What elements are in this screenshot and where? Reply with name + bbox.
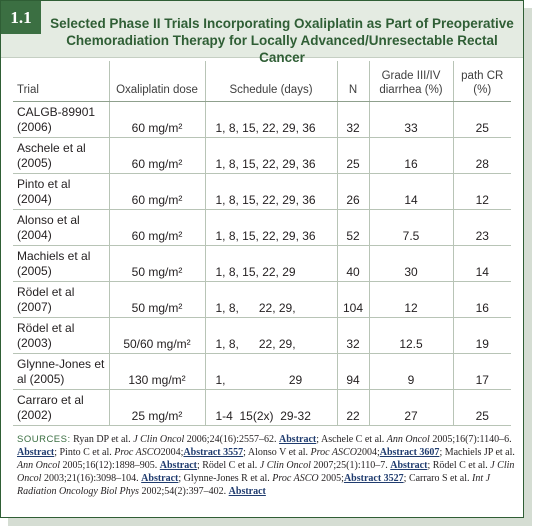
table-header-row	[13, 61, 511, 102]
cell-diarrhea: 9	[369, 354, 453, 390]
cell-diarrhea: 16	[369, 138, 453, 174]
col-header-diarrhea: Grade III/IV diarrhea (%)	[369, 61, 453, 102]
cell-pcr: 25	[453, 390, 511, 426]
frame-shadow-bottom	[8, 518, 532, 526]
cell-trial: CALGB-89901 (2006)	[13, 102, 109, 138]
abstract-link[interactable]: Abstract	[159, 460, 197, 471]
col-header-n: N	[337, 61, 369, 102]
cell-schedule: 1, 8, 15, 22, 29, 36	[205, 138, 337, 174]
abstract-link[interactable]: Abstract	[17, 447, 55, 458]
journal-name: Proc ASCO	[272, 473, 319, 484]
table-row	[13, 210, 511, 246]
cell-dose: 50/60 mg/m²	[109, 318, 205, 354]
cell-pcr: 23	[453, 210, 511, 246]
table-row	[13, 138, 511, 174]
journal-name: Proc ASCO	[310, 447, 357, 458]
table-row	[13, 354, 511, 390]
source-text: Ryan DP et al.	[73, 434, 131, 445]
table-row	[13, 174, 511, 210]
cell-trial: Rödel et al (2003)	[13, 318, 109, 354]
journal-name: Proc ASCO	[114, 447, 161, 458]
table-number-badge: 1.1	[1, 1, 41, 34]
source-text: 2005;16(7):1140–6.	[432, 434, 512, 445]
cell-schedule: 1, 8, 15, 22, 29, 36	[205, 174, 337, 210]
source-text: Machiels JP et al.	[444, 447, 515, 458]
abstract-link-3527[interactable]: Abstract 3527	[343, 473, 404, 484]
source-text: Rödel C et al.	[202, 460, 258, 471]
cell-n: 32	[337, 102, 369, 138]
source-text: 2003;21(16):3098–104.	[43, 473, 139, 484]
cell-trial: Carraro et al (2002)	[13, 390, 109, 426]
cell-schedule: 1, 8, 15, 22, 29	[205, 246, 337, 282]
cell-pcr: 25	[453, 102, 511, 138]
cell-trial: Glynne-Jones et al (2005)	[13, 354, 109, 390]
cell-schedule: 1, 29	[205, 354, 337, 390]
abstract-link-3607[interactable]: Abstract 3607	[379, 447, 440, 458]
cell-schedule: 1-4 15(2x) 29-32	[205, 390, 337, 426]
source-text: Pinto C et al.	[59, 447, 112, 458]
cell-n: 94	[337, 354, 369, 390]
journal-name: J Clin Oncol	[17, 460, 515, 484]
cell-pcr: 28	[453, 138, 511, 174]
table-title: Selected Phase II Trials Incorporating Oxaliplatin as Part of Preoperative Chemoradiation Therapy for Locally Advanced/Unresectable Rectal Cancer	[50, 16, 514, 65]
cell-n: 52	[337, 210, 369, 246]
source-text: 2004;	[356, 447, 380, 458]
cell-schedule: 1, 8, 22, 29,	[205, 318, 337, 354]
frame-shadow-right	[524, 8, 532, 526]
trials-table	[13, 61, 511, 426]
journal-name: J Clin Oncol	[133, 434, 185, 445]
source-text: Rödel C et al.	[432, 460, 488, 471]
cell-pcr: 12	[453, 174, 511, 210]
journal-name: Ann Oncol	[17, 460, 61, 471]
col-header-pcr: path CR (%)	[453, 61, 511, 102]
cell-diarrhea: 33	[369, 102, 453, 138]
cell-pcr: 16	[453, 282, 511, 318]
cell-dose: 60 mg/m²	[109, 174, 205, 210]
cell-dose: 25 mg/m²	[109, 390, 205, 426]
col-header-trial: Trial	[13, 61, 109, 102]
cell-diarrhea: 12.5	[369, 318, 453, 354]
abstract-link-3557[interactable]: Abstract 3557	[183, 447, 244, 458]
col-header-schedule: Schedule (days)	[205, 61, 337, 102]
cell-trial: Machiels et al (2005)	[13, 246, 109, 282]
sources-label: SOURCES:	[17, 434, 71, 445]
cell-schedule: 1, 8, 15, 22, 29, 36	[205, 210, 337, 246]
abstract-link[interactable]: Abstract	[141, 473, 179, 484]
cell-diarrhea: 30	[369, 246, 453, 282]
cell-dose: 60 mg/m²	[109, 102, 205, 138]
source-text: 2002;54(2):397–402.	[141, 486, 227, 497]
sources-footnote: SOURCES: Ryan DP et al. J Clin Oncol 2006;24(16):2557–62. Abstract; Aschele C et al. Ann Oncol 2005;16(7):1140–6. Abstract; Pinto C et al. Proc ASCO2004;Abstract 3557; Alonso V et al. Proc ASCO2004;Abstract 3607; Machiels JP et al. Ann Oncol 2005;16(12):1898–905. Abstract; Rödel C et al. J Clin Oncol 2007;25(1):110–7. Abstract; Rödel C et al. J Clin Oncol 2003;21(16):3098–104. Abstract; Glynne-Jones R et al. Proc ASCO 2005;Abstract 3527; Carraro S et al. Int J Radiation Oncology Biol Phys 2002;54(2):397–402. Abstract	[17, 434, 515, 497]
data-table-container	[13, 61, 511, 426]
cell-pcr: 14	[453, 246, 511, 282]
source-text: 2007;25(1):110–7.	[313, 460, 388, 471]
journal-name: Ann Oncol	[386, 434, 430, 445]
cell-n: 22	[337, 390, 369, 426]
cell-trial: Rödel et al (2007)	[13, 282, 109, 318]
journal-name: J Clin Oncol	[259, 460, 311, 471]
source-text: 2004;	[160, 447, 184, 458]
cell-pcr: 19	[453, 318, 511, 354]
cell-schedule: 1, 8, 22, 29,	[205, 282, 337, 318]
cell-trial: Alonso et al (2004)	[13, 210, 109, 246]
cell-dose: 60 mg/m²	[109, 138, 205, 174]
table-header-band	[1, 1, 523, 65]
table-row	[13, 390, 511, 426]
cell-dose: 130 mg/m²	[109, 354, 205, 390]
table-row	[13, 318, 511, 354]
cell-dose: 60 mg/m²	[109, 210, 205, 246]
cell-schedule: 1, 8, 15, 22, 29, 36	[205, 102, 337, 138]
cell-diarrhea: 14	[369, 174, 453, 210]
cell-n: 26	[337, 174, 369, 210]
cell-diarrhea: 27	[369, 390, 453, 426]
source-text: Alonso V et al.	[247, 447, 309, 458]
abstract-link[interactable]: Abstract	[228, 486, 266, 497]
cell-trial: Pinto et al (2004)	[13, 174, 109, 210]
cell-diarrhea: 7.5	[369, 210, 453, 246]
source-text: Glynne-Jones R et al.	[183, 473, 270, 484]
journal-name: Int J Radiation Oncology Biol Phys	[17, 473, 491, 497]
cell-dose: 50 mg/m²	[109, 246, 205, 282]
abstract-link[interactable]: Abstract	[279, 434, 317, 445]
abstract-link[interactable]: Abstract	[390, 460, 428, 471]
table-body	[13, 102, 511, 426]
cell-n: 104	[337, 282, 369, 318]
source-text: 2005;16(12):1898–905.	[62, 460, 158, 471]
cell-pcr: 17	[453, 354, 511, 390]
source-text: 2005;	[321, 473, 344, 484]
source-text: Aschele C et al.	[320, 434, 385, 445]
table-row	[13, 246, 511, 282]
cell-dose: 50 mg/m²	[109, 282, 205, 318]
cell-n: 40	[337, 246, 369, 282]
cell-trial: Aschele et al (2005)	[13, 138, 109, 174]
table-row	[13, 102, 511, 138]
source-text: 2006;24(16):2557–62.	[186, 434, 277, 445]
col-header-dose: Oxaliplatin dose	[109, 61, 205, 102]
cell-n: 32	[337, 318, 369, 354]
cell-n: 25	[337, 138, 369, 174]
table-row	[13, 282, 511, 318]
cell-diarrhea: 12	[369, 282, 453, 318]
source-text: Carraro S et al.	[408, 473, 470, 484]
